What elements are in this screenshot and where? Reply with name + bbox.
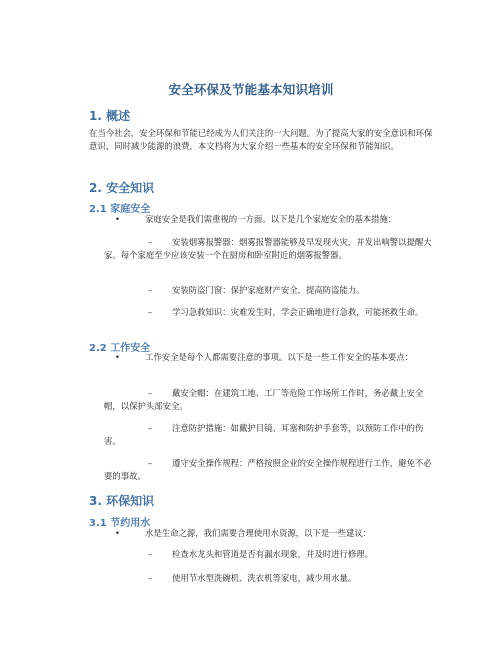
list-item	[104, 548, 434, 561]
bullet-text: 工作安全是每个人都需要注意的事项。以下是一些工作安全的基本要点：	[145, 352, 413, 362]
bullet-text: 水是生命之源，我们需要合理使用水资源，以下是一些建议：	[145, 528, 372, 538]
dash-icon: –	[148, 423, 153, 433]
dash-icon: –	[148, 458, 153, 468]
list-item-text: 使用节水型洗碗机、洗衣机等家电，减少用水量。	[172, 573, 357, 583]
list-item-text: 安装烟雾报警器：烟雾报警器能够及早发现火灾，并发出响警以提醒大家。每个家庭至少应该安装一个在厨房和卧室附近的烟雾报警器。	[104, 237, 432, 260]
list-item-text: 戴安全帽：在建筑工地、工厂等危险工作场所工作时，务必戴上安全帽，以保护头部安全。	[104, 388, 424, 411]
list-item	[104, 284, 434, 297]
dash-icon: –	[148, 285, 153, 295]
bullet-icon: •	[115, 352, 120, 362]
document-title: 安全环保及节能基本知识培训	[168, 82, 334, 97]
bullet-icon: •	[115, 528, 120, 538]
section-3-heading: 3. 环保知识	[89, 494, 155, 508]
list-item-text: 学习急救知识：灾难发生时，学会正确地进行急救，可能拯救生命。	[172, 307, 424, 317]
list-item	[104, 387, 434, 413]
section-1-body: 在当今社会，安全环保和节能已经成为人们关注的一大问题。为了提高大家的安全意识和环保意识，同时减少能源的浪费，本文档将为大家介绍一些基本的安全环保和节能知识。	[89, 128, 433, 151]
list-item	[104, 572, 434, 585]
list-item	[104, 306, 434, 319]
section-2-heading: 2. 安全知识	[89, 181, 155, 195]
list-item-text: 遵守安全操作规程：严格按照企业的安全操作规程进行工作，避免不必要的事故。	[104, 458, 432, 481]
list-item-text: 安装防盗门窗：保护家庭财产安全，提高防盗能力。	[172, 285, 365, 295]
list-item	[104, 457, 434, 483]
dash-icon: –	[148, 573, 153, 583]
section-2-2-bullet	[89, 351, 433, 364]
list-item-text: 注意防护措施：如戴护目镜、耳塞和防护手套等，以预防工作中的伤害。	[104, 423, 424, 446]
dash-icon: –	[148, 237, 153, 247]
list-item	[104, 422, 434, 448]
dash-icon: –	[148, 307, 153, 317]
list-item-text: 检查水龙头和管道是否有漏水现象，并及时进行修理。	[172, 549, 373, 559]
dash-icon: –	[148, 549, 153, 559]
section-2-2-heading: 2.2 工作安全	[89, 343, 151, 354]
section-1-heading: 1. 概述	[89, 109, 131, 123]
section-3-1-bullet	[89, 527, 433, 540]
section-2-1-bullet	[89, 213, 433, 226]
dash-icon: –	[148, 388, 153, 398]
section-2-1-heading: 2.1 家庭安全	[89, 204, 151, 215]
section-3-1-heading: 3.1 节约用水	[89, 518, 151, 529]
bullet-text: 家庭安全是我们需重视的一方面。以下是几个家庭安全的基本措施：	[145, 214, 397, 224]
bullet-icon: •	[115, 214, 120, 224]
list-item	[104, 236, 434, 262]
